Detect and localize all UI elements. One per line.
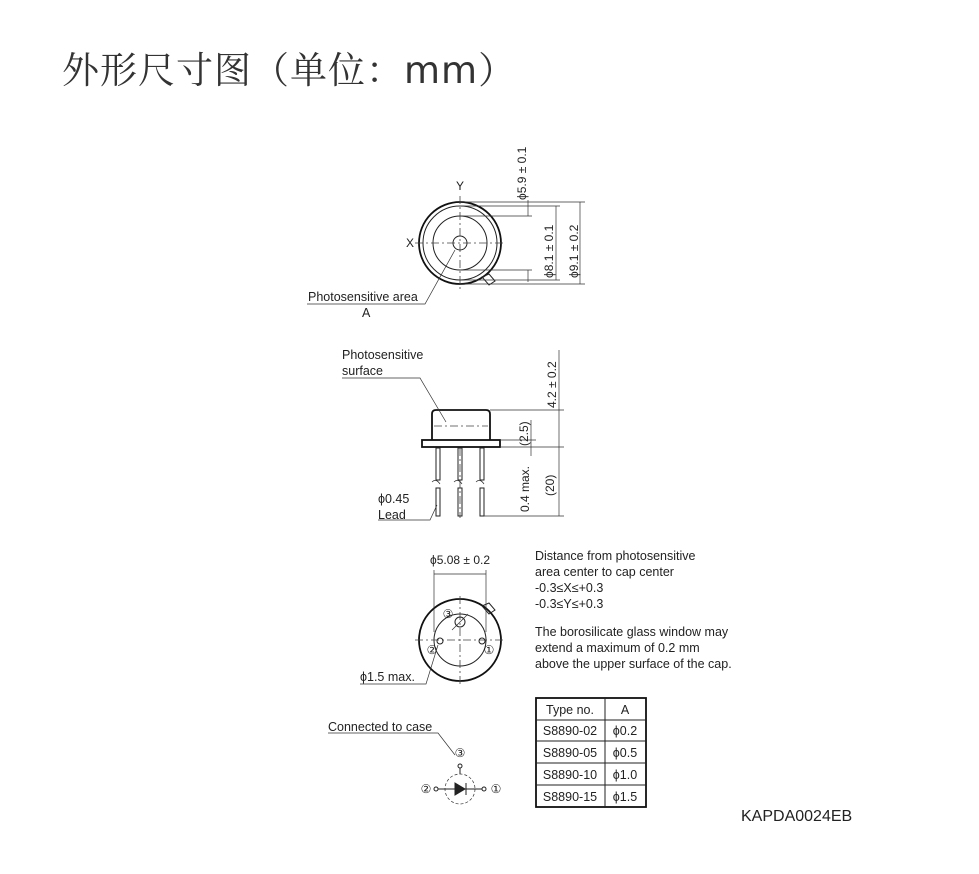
type-table [536, 698, 646, 807]
table-cell: S8890-05 [542, 746, 598, 760]
table-cell: ϕ0.5 [612, 746, 638, 760]
callout-surface: surface [342, 364, 383, 378]
bottom-view [360, 553, 505, 686]
bottom-pin2-label: ② [426, 643, 438, 657]
table-header-type: Type no. [546, 703, 594, 717]
schematic-label: Connected to case [328, 720, 433, 734]
note-line-7: above the upper surface of the cap. [535, 657, 732, 671]
callout-photosensitive: Photosensitive [342, 348, 424, 362]
dim-window-dia: ϕ5.9 ± 0.1 [515, 146, 529, 200]
dim-flange-dia: ϕ9.1 ± 0.2 [567, 224, 581, 278]
table-cell: ϕ0.2 [612, 724, 638, 738]
table-cell: ϕ1.5 [612, 790, 638, 804]
note-line-6: extend a maximum of 0.2 mm [535, 641, 700, 655]
bottom-pin3-label: ③ [442, 607, 454, 621]
side-view [342, 348, 564, 522]
axis-y-label: Y [455, 179, 465, 193]
cap-body [432, 410, 490, 440]
dim-tab-max: ϕ1.5 max. [360, 670, 415, 684]
notes [535, 549, 732, 671]
schematic [328, 720, 501, 804]
page-title: 外形尺寸图（单位：mm） [62, 49, 517, 92]
dim-height: 4.2 ± 0.2 [545, 361, 559, 408]
dim-cap-dia: ϕ8.1 ± 0.1 [542, 224, 556, 278]
dim-lead-length: (20) [543, 474, 557, 496]
dim-flange-thickness: (2.5) [517, 421, 531, 446]
flange-body [422, 440, 500, 447]
callout-photosensitive-area: Photosensitive area [308, 290, 418, 304]
callout-area-sub: A [362, 306, 371, 320]
table-cell: S8890-10 [542, 768, 598, 782]
table-cell: ϕ1.0 [612, 768, 638, 782]
index-tab [482, 274, 495, 285]
drawing-code: KAPDA0024EB [741, 808, 853, 825]
dim-pin-pitch: ϕ5.08 ± 0.2 [429, 553, 491, 567]
note-line-5: The borosilicate glass window may [535, 625, 729, 639]
table-header-a: A [620, 703, 630, 717]
table-cell: S8890-02 [542, 724, 598, 738]
axis-x-label: X [405, 236, 415, 250]
lead-diameter: ϕ0.45 [378, 492, 410, 506]
note-line-1: Distance from photosensitive [535, 549, 696, 563]
schematic-pin2: ② [420, 782, 432, 796]
note-line-3: -0.3≤X≤+0.3 [535, 581, 604, 595]
note-line-4: -0.3≤Y≤+0.3 [535, 597, 604, 611]
note-line-2: area center to cap center [535, 565, 674, 579]
table-cell: S8890-15 [542, 790, 598, 804]
lead-label: Lead [378, 508, 406, 522]
pin-2-hole [437, 638, 443, 644]
schematic-pin3: ③ [454, 746, 466, 760]
bottom-pin1-label: ① [483, 643, 495, 657]
schematic-pin1: ① [490, 782, 502, 796]
dim-window-extension: 0.4 max. [518, 465, 532, 512]
top-view [307, 146, 585, 320]
